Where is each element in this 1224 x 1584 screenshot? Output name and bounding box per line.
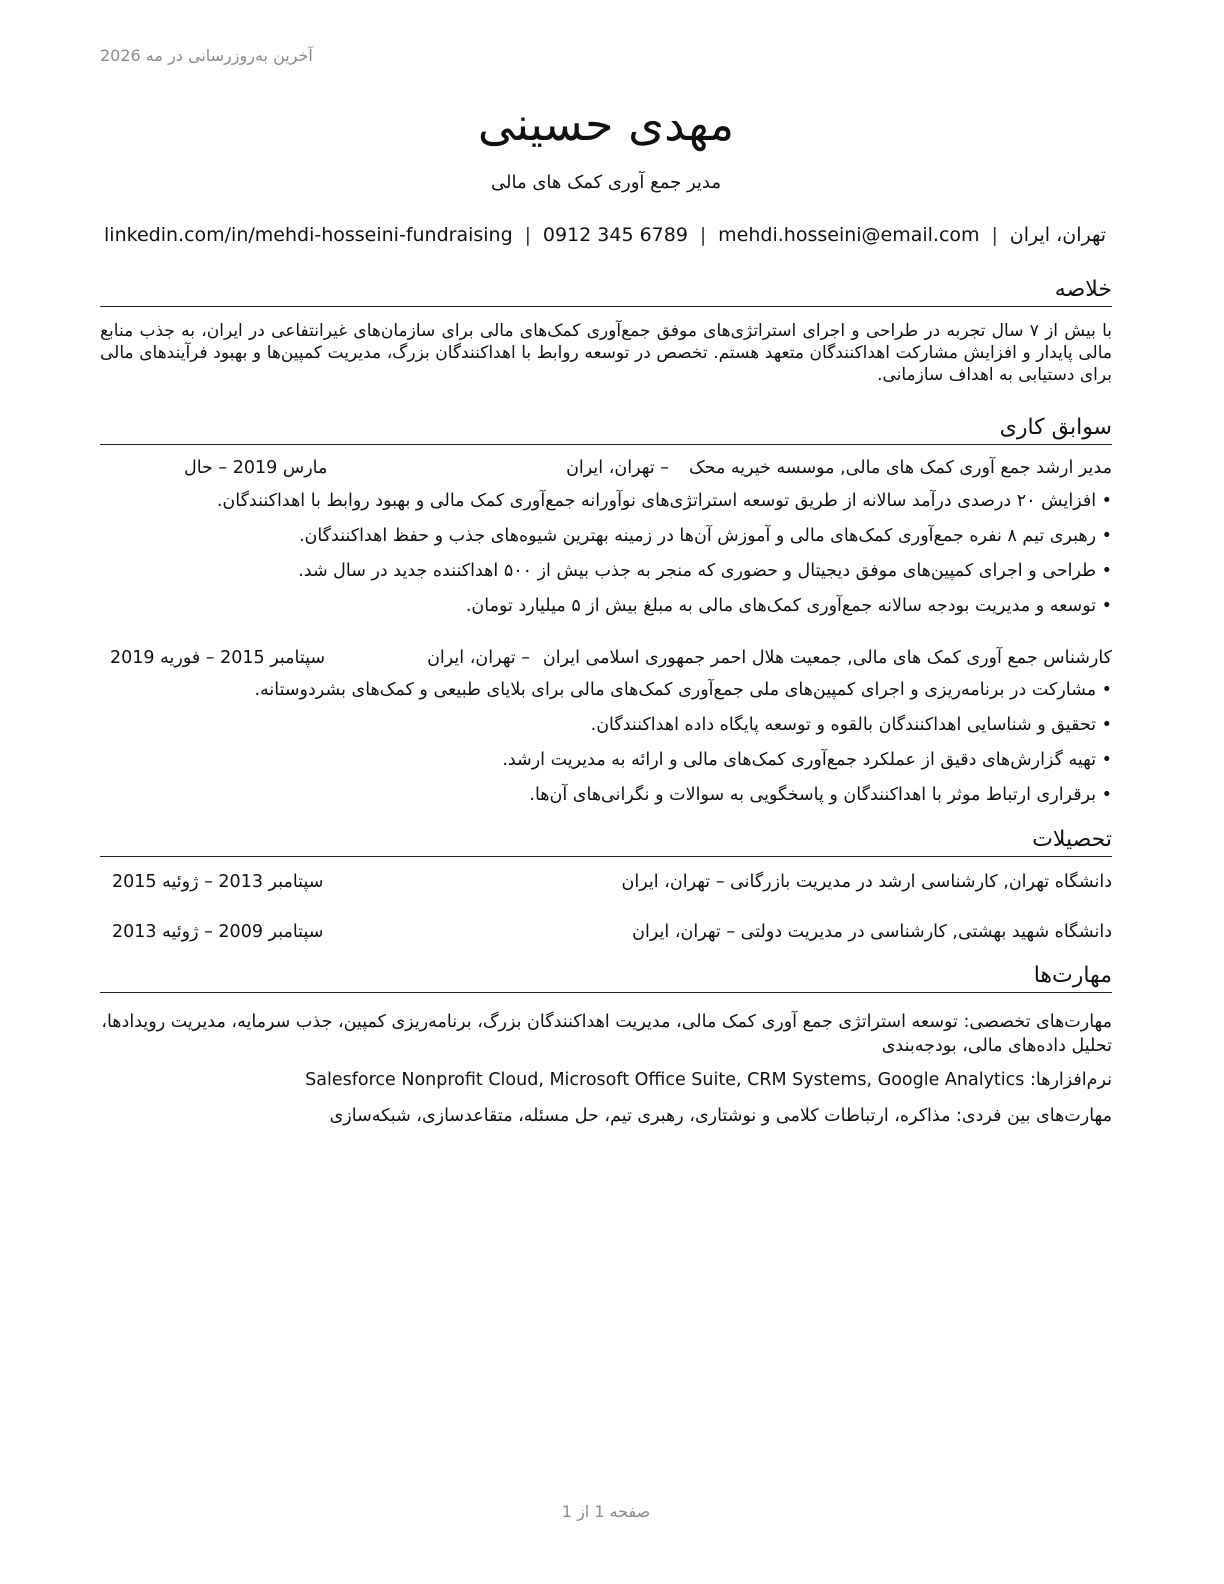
list-item: • طراحی و اجرای کمپین‌های موفق دیجیتال و حضوری که منجر به جذب بیش از ۵۰۰ اهداکننده جدید در سال شد.	[100, 559, 1112, 594]
contact-separator: |	[699, 224, 707, 246]
job-role: مدیر ارشد جمع آوری کمک های مالی, موسسه خیریه محک	[689, 458, 1112, 478]
skills-software	[100, 1068, 1112, 1092]
education-school: دانشگاه شهید بهشتی, کارشناسی در مدیریت دولتی – تهران، ایران	[632, 922, 1112, 942]
education-item	[100, 872, 1112, 896]
experience-heading: سوابق کاری	[100, 414, 1112, 445]
candidate-name: مهدی حسینی	[477, 97, 735, 151]
job-location: – تهران، ایران	[566, 458, 669, 478]
list-item: • رهبری تیم ۸ نفره جمع‌آوری کمک‌های مالی و آموزش آن‌ها در زمینه بهترین شیوه‌های جذب و حفظ اهداکنندگان.	[100, 524, 1112, 559]
education-dates: سپتامبر 2009 – ژوئیه 2013	[112, 922, 324, 942]
page-number: صفحه 1 از 1	[561, 1502, 651, 1521]
education-item	[100, 922, 1112, 946]
job-role: کارشناس جمع آوری کمک های مالی, جمعیت هلال احمر جمهوری اسلامی ایران	[542, 648, 1112, 668]
job-header	[100, 458, 1112, 482]
job-bullets	[100, 678, 1112, 818]
skills-interpersonal: مهارت‌های بین فردی: مذاکره، ارتباطات کلامی و نوشتاری، رهبری تیم، حل مسئله، متقاعدسازی، شبکه‌سازی	[329, 1106, 1112, 1126]
list-item: • افزایش ۲۰ درصدی درآمد سالانه از طریق توسعه استراتژی‌های نوآورانه جمع‌آوری کمک مالی و بهبود روابط با اهداکنندگان.	[100, 489, 1112, 524]
skills-software-label: نرم‌افزارها:	[1029, 1070, 1112, 1090]
job-dates: سپتامبر 2015 – فوریه 2019	[110, 648, 326, 668]
education-school: دانشگاه تهران, کارشناسی ارشد در مدیریت بازرگانی – تهران، ایران	[621, 872, 1112, 892]
contact-separator: |	[991, 224, 998, 246]
contact-linkedin[interactable]: linkedin.com/in/mehdi-hosseini-fundraising	[104, 224, 513, 246]
summary-heading: خلاصه	[100, 276, 1112, 307]
job-bullets	[100, 489, 1112, 629]
job-header	[100, 648, 1112, 672]
resume-page	[100, 0, 1112, 1584]
list-item: • مشارکت در برنامه‌ریزی و اجرای کمپین‌های ملی جمع‌آوری کمک‌های مالی برای بلایای طبیعی و کمک‌های بشردوستانه.	[100, 678, 1112, 713]
job-title: مدیر جمع آوری کمک های مالی	[491, 172, 721, 193]
summary-text: با بیش از ۷ سال تجربه در طراحی و اجرای استراتژی‌های موفق جمع‌آوری کمک‌های مالی برای سازمان‌های غیرانتفاعی در ایران، به جذب منابع مالی پایدار و افزایش مشارکت اهداکنندگان متعهد هستم. تخصص در توسعه روابط با اهداکنندگان بزرگ، مدیریت کمپین‌ها و بهبود فرآیندهای مالی برای دستیابی به اهداف سازمانی.	[100, 321, 1112, 385]
list-item: • توسعه و مدیریت بودجه سالانه جمع‌آوری کمک‌های مالی به مبلغ بیش از ۵ میلیارد تومان.	[100, 594, 1112, 629]
contact-phone[interactable]: 0912 345 6789	[542, 224, 688, 246]
contact-location: تهران، ایران	[1009, 224, 1106, 246]
contact-separator: |	[524, 224, 531, 246]
job-location: – تهران، ایران	[427, 648, 530, 668]
list-item: • تحقیق و شناسایی اهداکنندگان بالقوه و توسعه پایگاه داده اهداکنندگان.	[100, 713, 1112, 748]
contact-line	[100, 224, 1112, 246]
skills-heading: مهارت‌ها	[100, 962, 1112, 993]
list-item: • برقراری ارتباط موثر با اهداکنندگان و پاسخگویی به سوالات و نگرانی‌های آن‌ها.	[100, 783, 1112, 818]
education-heading: تحصیلات	[100, 826, 1112, 857]
education-dates: سپتامبر 2013 – ژوئیه 2015	[112, 872, 324, 892]
contact-email[interactable]: mehdi.hosseini@email.com	[718, 224, 980, 246]
skills-professional: مهارت‌های تخصصی: توسعه استراتژی جمع آوری کمک مالی، مدیریت اهداکنندگان بزرگ، برنامه‌ریزی کمپین، جذب سرمایه، مدیریت رویدادها، تحلیل داده‌های مالی، بودجه‌بندی	[101, 1012, 1112, 1056]
job-dates: مارس 2019 – حال	[184, 458, 328, 478]
list-item: • تهیه گزارش‌های دقیق از عملکرد جمع‌آوری کمک‌های مالی و ارائه به مدیریت ارشد.	[100, 748, 1112, 783]
skills-software-value: Salesforce Nonprofit Cloud, Microsoft Office Suite, CRM Systems, Google Analytics	[305, 1070, 1025, 1090]
last-updated-note: آخرین به‌روزرسانی در مه 2026	[100, 46, 313, 65]
